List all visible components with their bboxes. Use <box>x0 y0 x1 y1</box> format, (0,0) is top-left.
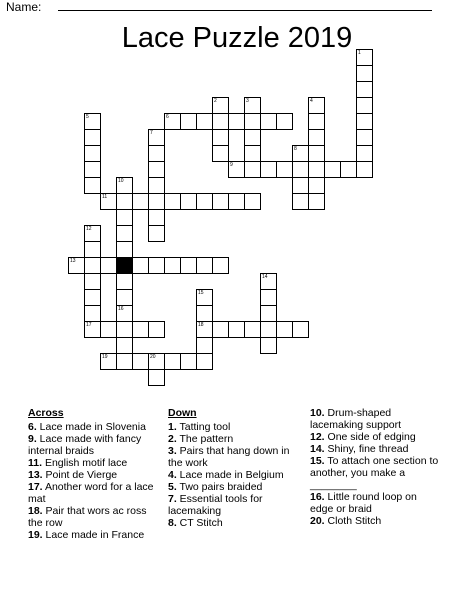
clue-item <box>28 505 163 529</box>
grid-cell[interactable] <box>308 113 325 130</box>
grid-cell[interactable] <box>116 353 133 370</box>
grid-cell[interactable] <box>132 257 149 274</box>
clue-item <box>168 469 301 481</box>
grid-cell[interactable] <box>228 113 245 130</box>
grid-cell[interactable] <box>148 225 165 242</box>
across-heading: Across <box>28 407 64 419</box>
grid-cell[interactable] <box>276 321 293 338</box>
grid-cell[interactable] <box>356 65 373 82</box>
grid-cell[interactable] <box>356 161 373 178</box>
grid-cell[interactable] <box>116 193 133 210</box>
grid-cell[interactable] <box>244 97 261 114</box>
grid-cell[interactable] <box>260 337 277 354</box>
clue-text: Drum-shaped lacemaking support <box>310 407 402 431</box>
grid-cell[interactable] <box>196 193 213 210</box>
clue-number: 6. <box>28 421 37 433</box>
grid-cell[interactable] <box>148 209 165 226</box>
clue-text: Essential tools for lacemaking <box>168 493 263 517</box>
clue-number: 8 <box>294 146 297 152</box>
grid-cell[interactable] <box>308 193 325 210</box>
grid-cell[interactable] <box>260 113 277 130</box>
grid-cell[interactable] <box>164 113 181 130</box>
grid-cell[interactable] <box>180 353 197 370</box>
grid-cell[interactable] <box>292 321 309 338</box>
clue-text: CT Stitch <box>176 517 223 529</box>
grid-cell[interactable] <box>148 369 165 386</box>
grid-cell[interactable] <box>148 161 165 178</box>
clue-number: 3 <box>246 98 249 104</box>
grid-cell[interactable] <box>356 81 373 98</box>
clue-number: 5 <box>86 114 89 120</box>
grid-cell[interactable] <box>260 273 277 290</box>
clue-number: 17. <box>28 481 43 493</box>
grid-cell[interactable] <box>84 225 101 242</box>
clue-number: 12 <box>86 226 92 232</box>
grid-cell[interactable] <box>292 193 309 210</box>
grid-cell[interactable] <box>244 113 261 130</box>
clue-number: 14 <box>262 274 268 280</box>
grid-cell[interactable] <box>84 257 101 274</box>
clue-number: 17 <box>86 322 92 328</box>
grid-cell[interactable] <box>356 145 373 162</box>
grid-cell[interactable] <box>260 289 277 306</box>
clue-item <box>310 431 442 443</box>
clue-text: One side of edging <box>324 431 416 443</box>
down-heading: Down <box>168 407 197 419</box>
clue-item <box>28 457 163 469</box>
grid-cell[interactable] <box>132 193 149 210</box>
clue-text: Pairs that hang down in the work <box>168 445 290 469</box>
clue-text: Two pairs braided <box>176 481 263 493</box>
clue-text: Lace made in Slovenia <box>36 421 146 433</box>
clue-item <box>310 455 442 491</box>
clue-number: 19 <box>102 354 108 360</box>
grid-cell[interactable] <box>212 145 229 162</box>
clue-item <box>28 421 163 433</box>
clue-number: 10 <box>118 178 124 184</box>
clue-item <box>28 433 163 457</box>
grid-cell[interactable] <box>84 241 101 258</box>
clue-item <box>168 421 301 433</box>
clue-number: 18 <box>198 322 204 328</box>
grid-cell[interactable] <box>148 257 165 274</box>
grid-cell[interactable] <box>308 177 325 194</box>
grid-cell[interactable] <box>308 145 325 162</box>
grid-cell[interactable] <box>292 177 309 194</box>
clue-number: 1 <box>358 50 361 56</box>
grid-cell[interactable] <box>196 305 213 322</box>
clue-text: Another word for a lace mat <box>28 481 154 505</box>
clue-text: Tatting tool <box>176 421 231 433</box>
grid-cell[interactable] <box>116 225 133 242</box>
clue-number: 7. <box>168 493 177 505</box>
clue-number: 9 <box>230 162 233 168</box>
grid-cell[interactable] <box>308 129 325 146</box>
clue-number: 16. <box>310 491 325 503</box>
grid-cell[interactable] <box>116 305 133 322</box>
grid-cell[interactable] <box>116 337 133 354</box>
grid-cell[interactable] <box>244 129 261 146</box>
clue-item <box>310 491 442 515</box>
grid-cell[interactable] <box>196 289 213 306</box>
black-cell <box>116 257 133 274</box>
clue-number: 6 <box>166 114 169 120</box>
grid-cell[interactable] <box>100 353 117 370</box>
clue-item <box>168 493 301 517</box>
clue-text: Cloth Stitch <box>324 515 382 527</box>
clue-number: 3. <box>168 445 177 457</box>
clue-item <box>28 529 163 541</box>
clue-number: 13. <box>28 469 43 481</box>
grid-cell[interactable] <box>260 305 277 322</box>
clue-text: Shiny, fine thread <box>324 443 409 455</box>
grid-cell[interactable] <box>244 161 261 178</box>
grid-cell[interactable] <box>84 177 101 194</box>
clue-number: 15. <box>310 455 325 467</box>
clue-number: 1. <box>168 421 177 433</box>
name-label: Name: <box>6 0 42 14</box>
grid-cell[interactable] <box>212 97 229 114</box>
clue-text: The pattern <box>176 433 234 445</box>
down-clues-continued <box>310 407 442 527</box>
grid-cell[interactable] <box>164 257 181 274</box>
grid-cell[interactable] <box>196 337 213 354</box>
clue-number: 5. <box>168 481 177 493</box>
grid-cell[interactable] <box>148 353 165 370</box>
clue-item <box>168 481 301 493</box>
grid-cell[interactable] <box>132 321 149 338</box>
grid-cell[interactable] <box>116 177 133 194</box>
grid-cell[interactable] <box>276 113 293 130</box>
clue-number: 18. <box>28 505 43 517</box>
grid-cell[interactable] <box>148 145 165 162</box>
clue-number: 13 <box>70 258 76 264</box>
grid-cell[interactable] <box>84 161 101 178</box>
grid-cell[interactable] <box>148 177 165 194</box>
across-clues <box>28 407 163 541</box>
grid-cell[interactable] <box>164 193 181 210</box>
grid-cell[interactable] <box>244 145 261 162</box>
grid-cell[interactable] <box>196 113 213 130</box>
grid-cell[interactable] <box>180 193 197 210</box>
clue-text: To attach one section to another, you make a ________ <box>310 455 439 491</box>
clue-item <box>168 445 301 469</box>
grid-cell[interactable] <box>196 257 213 274</box>
grid-cell[interactable] <box>84 273 101 290</box>
grid-cell[interactable] <box>84 321 101 338</box>
puzzle-title: Lace Puzzle 2019 <box>121 22 353 54</box>
grid-cell[interactable] <box>180 113 197 130</box>
grid-cell[interactable] <box>212 321 229 338</box>
grid-cell[interactable] <box>260 161 277 178</box>
clue-number: 7 <box>150 130 153 136</box>
clue-item <box>310 443 442 455</box>
grid-cell[interactable] <box>228 161 245 178</box>
grid-cell[interactable] <box>308 97 325 114</box>
grid-cell[interactable] <box>340 161 357 178</box>
clue-number: 4. <box>168 469 177 481</box>
grid-cell[interactable] <box>116 289 133 306</box>
grid-cell[interactable] <box>84 145 101 162</box>
clue-text: Lace made in France <box>42 529 145 541</box>
grid-cell[interactable] <box>148 129 165 146</box>
grid-cell[interactable] <box>212 193 229 210</box>
grid-cell[interactable] <box>356 113 373 130</box>
grid-cell[interactable] <box>84 289 101 306</box>
clue-number: 8. <box>168 517 177 529</box>
clue-text: Little round loop on edge or braid <box>310 491 417 515</box>
grid-cell[interactable] <box>228 321 245 338</box>
grid-cell[interactable] <box>292 145 309 162</box>
grid-cell[interactable] <box>84 113 101 130</box>
clue-item <box>310 515 442 527</box>
clue-item <box>310 407 442 431</box>
clue-number: 11 <box>102 194 108 200</box>
clue-item <box>28 481 163 505</box>
grid-cell[interactable] <box>100 321 117 338</box>
grid-cell[interactable] <box>84 129 101 146</box>
grid-cell[interactable] <box>196 321 213 338</box>
clue-text: Pair that wors ac ross the row <box>28 505 147 529</box>
grid-cell[interactable] <box>228 193 245 210</box>
grid-cell[interactable] <box>180 257 197 274</box>
grid-cell[interactable] <box>164 353 181 370</box>
grid-cell[interactable] <box>356 49 373 66</box>
clue-number: 11. <box>28 457 43 469</box>
grid-cell[interactable] <box>324 161 341 178</box>
grid-cell[interactable] <box>116 241 133 258</box>
grid-cell[interactable] <box>116 321 133 338</box>
clue-number: 15 <box>198 290 204 296</box>
grid-cell[interactable] <box>100 193 117 210</box>
clue-number: 20. <box>310 515 325 527</box>
grid-cell[interactable] <box>244 321 261 338</box>
clue-number: 19. <box>28 529 43 541</box>
clue-number: 2 <box>214 98 217 104</box>
grid-cell[interactable] <box>100 257 117 274</box>
clue-text: Lace made in Belgium <box>176 469 284 481</box>
clue-number: 16 <box>118 306 124 312</box>
grid-cell[interactable] <box>308 161 325 178</box>
clue-number: 9. <box>28 433 37 445</box>
grid-cell[interactable] <box>196 353 213 370</box>
grid-cell[interactable] <box>212 257 229 274</box>
grid-cell[interactable] <box>132 353 149 370</box>
grid-cell[interactable] <box>356 129 373 146</box>
clue-item <box>168 517 301 529</box>
clue-number: 2. <box>168 433 177 445</box>
clue-number: 4 <box>310 98 313 104</box>
grid-cell[interactable] <box>212 129 229 146</box>
clue-number: 10. <box>310 407 325 419</box>
clue-text: Lace made with fancy internal braids <box>28 433 142 457</box>
grid-cell[interactable] <box>356 97 373 114</box>
grid-cell[interactable] <box>116 273 133 290</box>
grid-cell[interactable] <box>292 161 309 178</box>
down-clues <box>168 407 301 529</box>
clue-text: English motif lace <box>42 457 128 469</box>
grid-cell[interactable] <box>244 193 261 210</box>
grid-cell[interactable] <box>148 193 165 210</box>
grid-cell[interactable] <box>148 321 165 338</box>
grid-cell[interactable] <box>260 321 277 338</box>
grid-cell[interactable] <box>276 161 293 178</box>
grid-cell[interactable] <box>68 257 85 274</box>
clue-item <box>168 433 301 445</box>
clue-number: 12. <box>310 431 325 443</box>
clue-number: 14. <box>310 443 325 455</box>
clue-item <box>28 469 163 481</box>
grid-cell[interactable] <box>212 113 229 130</box>
grid-cell[interactable] <box>84 305 101 322</box>
grid-cell[interactable] <box>116 209 133 226</box>
clue-number: 20 <box>150 354 156 360</box>
clue-text: Point de Vierge <box>42 469 118 481</box>
